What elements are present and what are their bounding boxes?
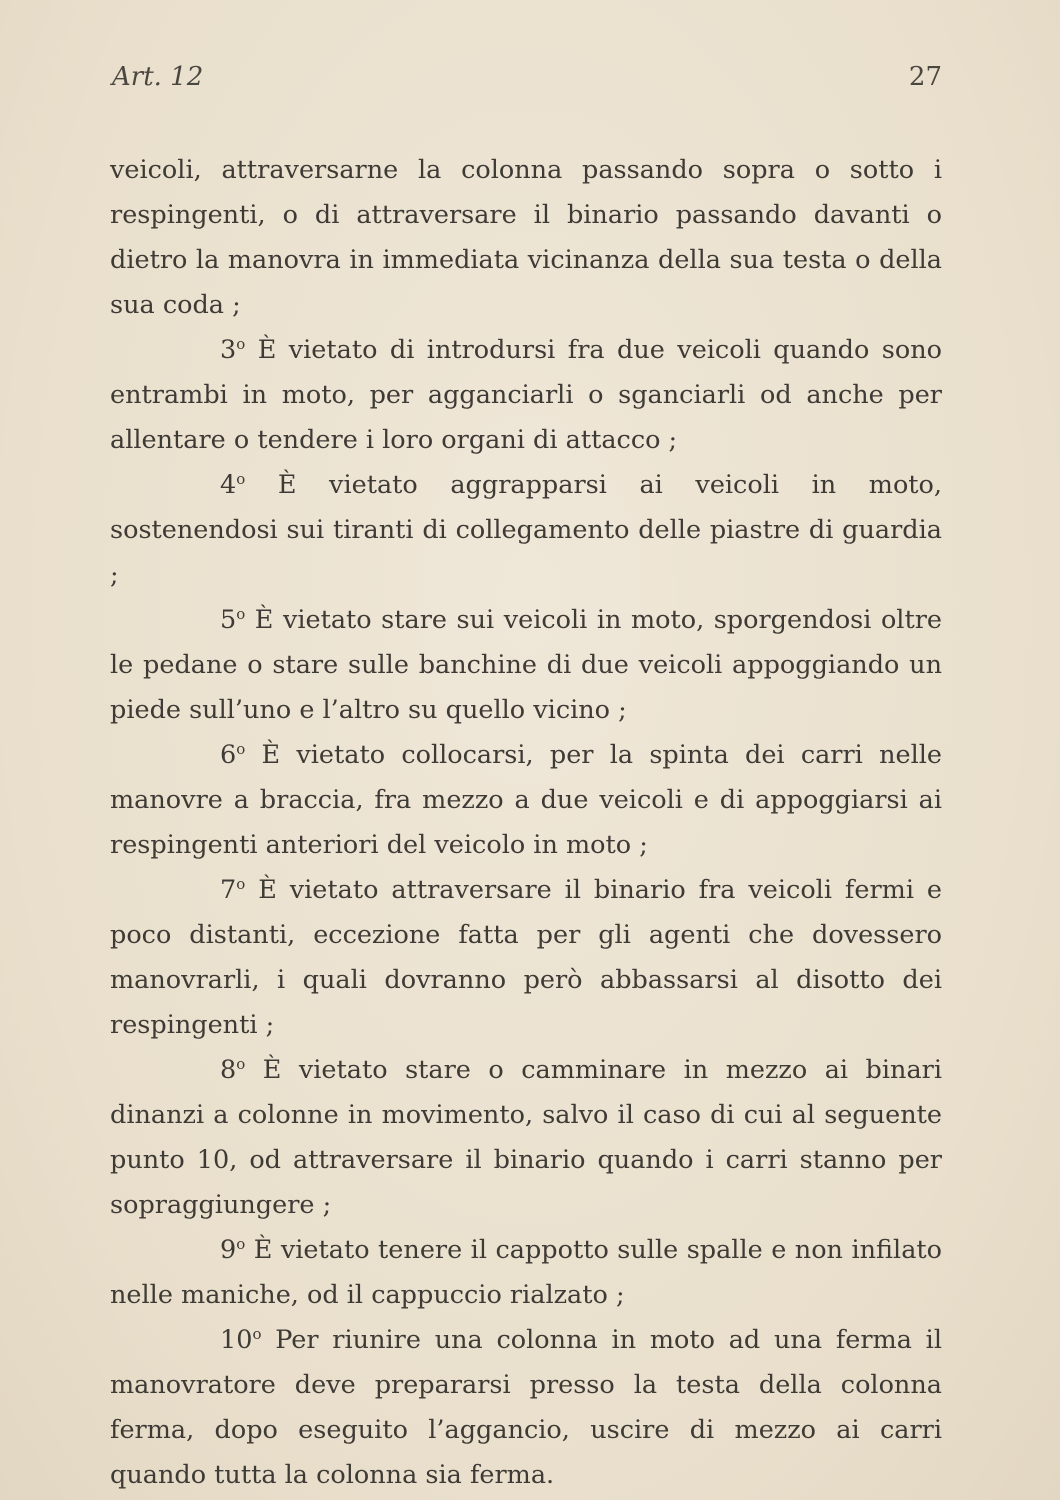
rule-item bbox=[110, 598, 942, 733]
rule-number: 3 bbox=[220, 335, 237, 365]
page-number: 27 bbox=[908, 62, 942, 92]
paragraph-text: veicoli, attraversarne la colonna passando sopra o sotto i respingenti, o di attraversare il binario passando davanti o dietro la manovra in immediata vicinanza della sua testa o della sua coda ; bbox=[110, 155, 942, 320]
ordinal-mark: o bbox=[236, 875, 246, 893]
rule-item bbox=[110, 1048, 942, 1228]
rule-number: 6 bbox=[220, 740, 237, 770]
ordinal-mark: o bbox=[252, 1325, 262, 1343]
rule-text: È vietato di introdursi fra due veicoli quando sono entrambi in moto, per agganciarli o sganciarli od anche per allentare o tendere i loro organi di attacco ; bbox=[110, 335, 943, 455]
rule-item bbox=[110, 868, 942, 1048]
rule-item bbox=[110, 328, 942, 463]
rule-item bbox=[110, 1318, 942, 1498]
rule-text: È vietato tenere il cappotto sulle spalle e non infilato nelle maniche, od il cappuccio rialzato ; bbox=[110, 1235, 942, 1310]
rule-text: È vietato stare o camminare in mezzo ai binari dinanzi a colonne in movimento, salvo il caso di cui al seguente punto 10, od attraversare il binario quando i carri stanno per sopraggiungere ; bbox=[110, 1055, 942, 1220]
rule-number: 5 bbox=[220, 605, 237, 635]
rule-item bbox=[110, 1228, 942, 1318]
rule-text: È vietato attraversare il binario fra veicoli fermi e poco distanti, eccezione fatta per gli agenti che dovessero manovrarli, i quali dovranno però abbassarsi al disotto dei respingenti ; bbox=[110, 875, 942, 1040]
rule-number: 7 bbox=[220, 875, 237, 905]
ordinal-mark: o bbox=[236, 1055, 246, 1073]
ordinal-mark: o bbox=[236, 605, 246, 623]
rule-item bbox=[110, 463, 942, 598]
page-header bbox=[112, 62, 942, 92]
body-text bbox=[110, 148, 942, 1498]
rule-number: 9 bbox=[220, 1235, 237, 1265]
rule-text: È vietato stare sui veicoli in moto, sporgendosi oltre le pedane o stare sulle banchine di due veicoli appoggiando un piede sull’uno e l’altro su quello vicino ; bbox=[110, 605, 942, 725]
rule-text: È vietato aggrapparsi ai veicoli in moto, sostenendosi sui tiranti di collegamento delle piastre di guardia ; bbox=[110, 470, 942, 590]
rule-number: 4 bbox=[220, 470, 237, 500]
ordinal-mark: o bbox=[236, 1235, 246, 1253]
rule-text: Per riunire una colonna in moto ad una ferma il manovratore deve prepararsi presso la testa della colonna ferma, dopo eseguito l’aggancio, uscire di mezzo ai carri quando tutta la colonna sia ferma. bbox=[110, 1325, 942, 1490]
rule-number: 8 bbox=[220, 1055, 237, 1085]
paragraph-continuation bbox=[110, 148, 942, 328]
rule-item bbox=[110, 733, 942, 868]
rule-text: È vietato collocarsi, per la spinta dei carri nelle manovre a braccia, fra mezzo a due veicoli e di appoggiarsi ai respingenti anteriori del veicolo in moto ; bbox=[110, 740, 942, 860]
rule-number: 10 bbox=[220, 1325, 253, 1355]
ordinal-mark: o bbox=[236, 335, 246, 353]
ordinal-mark: o bbox=[236, 470, 246, 488]
section-label: Art. 12 bbox=[112, 62, 204, 92]
ordinal-mark: o bbox=[236, 740, 246, 758]
